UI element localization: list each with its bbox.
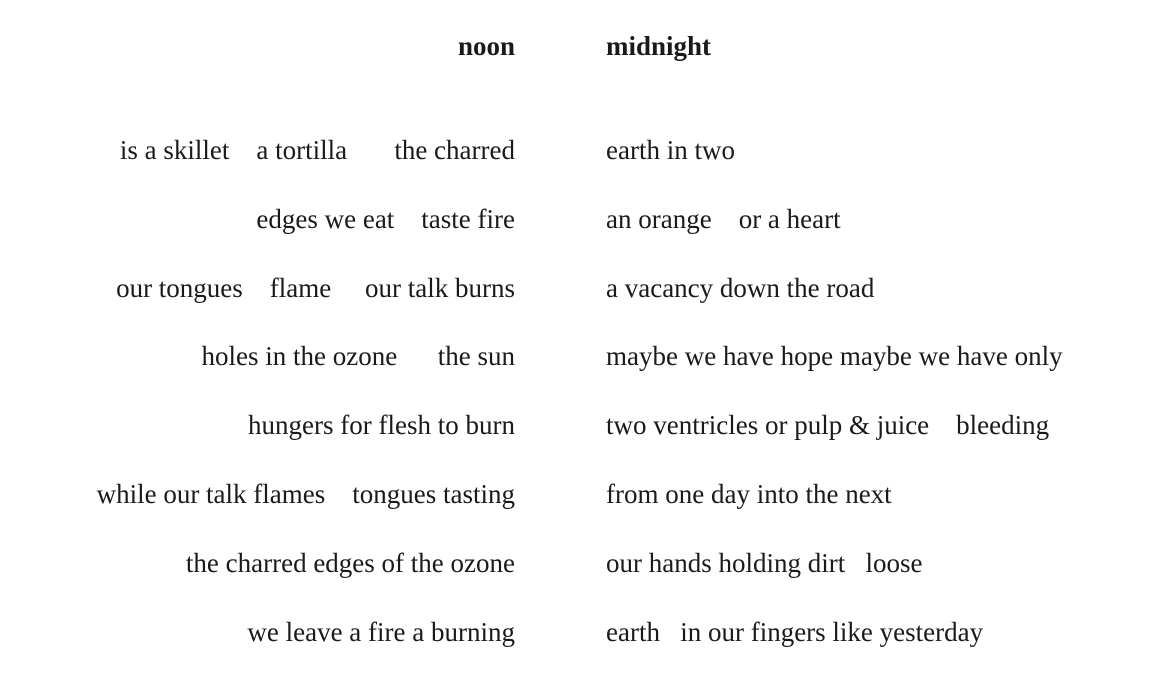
poem-line: two ventricles or pulp & juice bleeding [606, 410, 1050, 441]
poem-line: the charred edges of the ozone [185, 547, 515, 578]
poem-line: a vacancy down the road [606, 272, 875, 303]
poem-line: our hands holding dirt loose [606, 547, 923, 578]
poem-line: we leave a fire a burning [247, 616, 515, 647]
poem-line: from one day into the next [606, 478, 892, 509]
poem-line: while our talk flames tongues tasting [96, 478, 515, 509]
poem-line: maybe we have hope maybe we have only [606, 341, 1063, 372]
poem-line: holes in the ozone the sun [201, 341, 515, 372]
poem-line: hungers for flesh to burn [248, 410, 515, 441]
poem-line: is a skillet a tortilla the charred [119, 135, 515, 165]
poem-line: earth in two [606, 135, 735, 165]
poem-line: an orange or a heart [606, 203, 841, 234]
midnight-lines [606, 133, 1063, 683]
midnight-heading: midnight [606, 31, 712, 61]
noon-heading: noon [457, 31, 515, 61]
poem-line: earth in our fingers like yesterday [606, 616, 984, 647]
poem-line: our tongues flame our talk burns [116, 272, 515, 303]
noon-lines [97, 133, 515, 683]
poem-line: edges we eat taste fire [256, 203, 515, 234]
